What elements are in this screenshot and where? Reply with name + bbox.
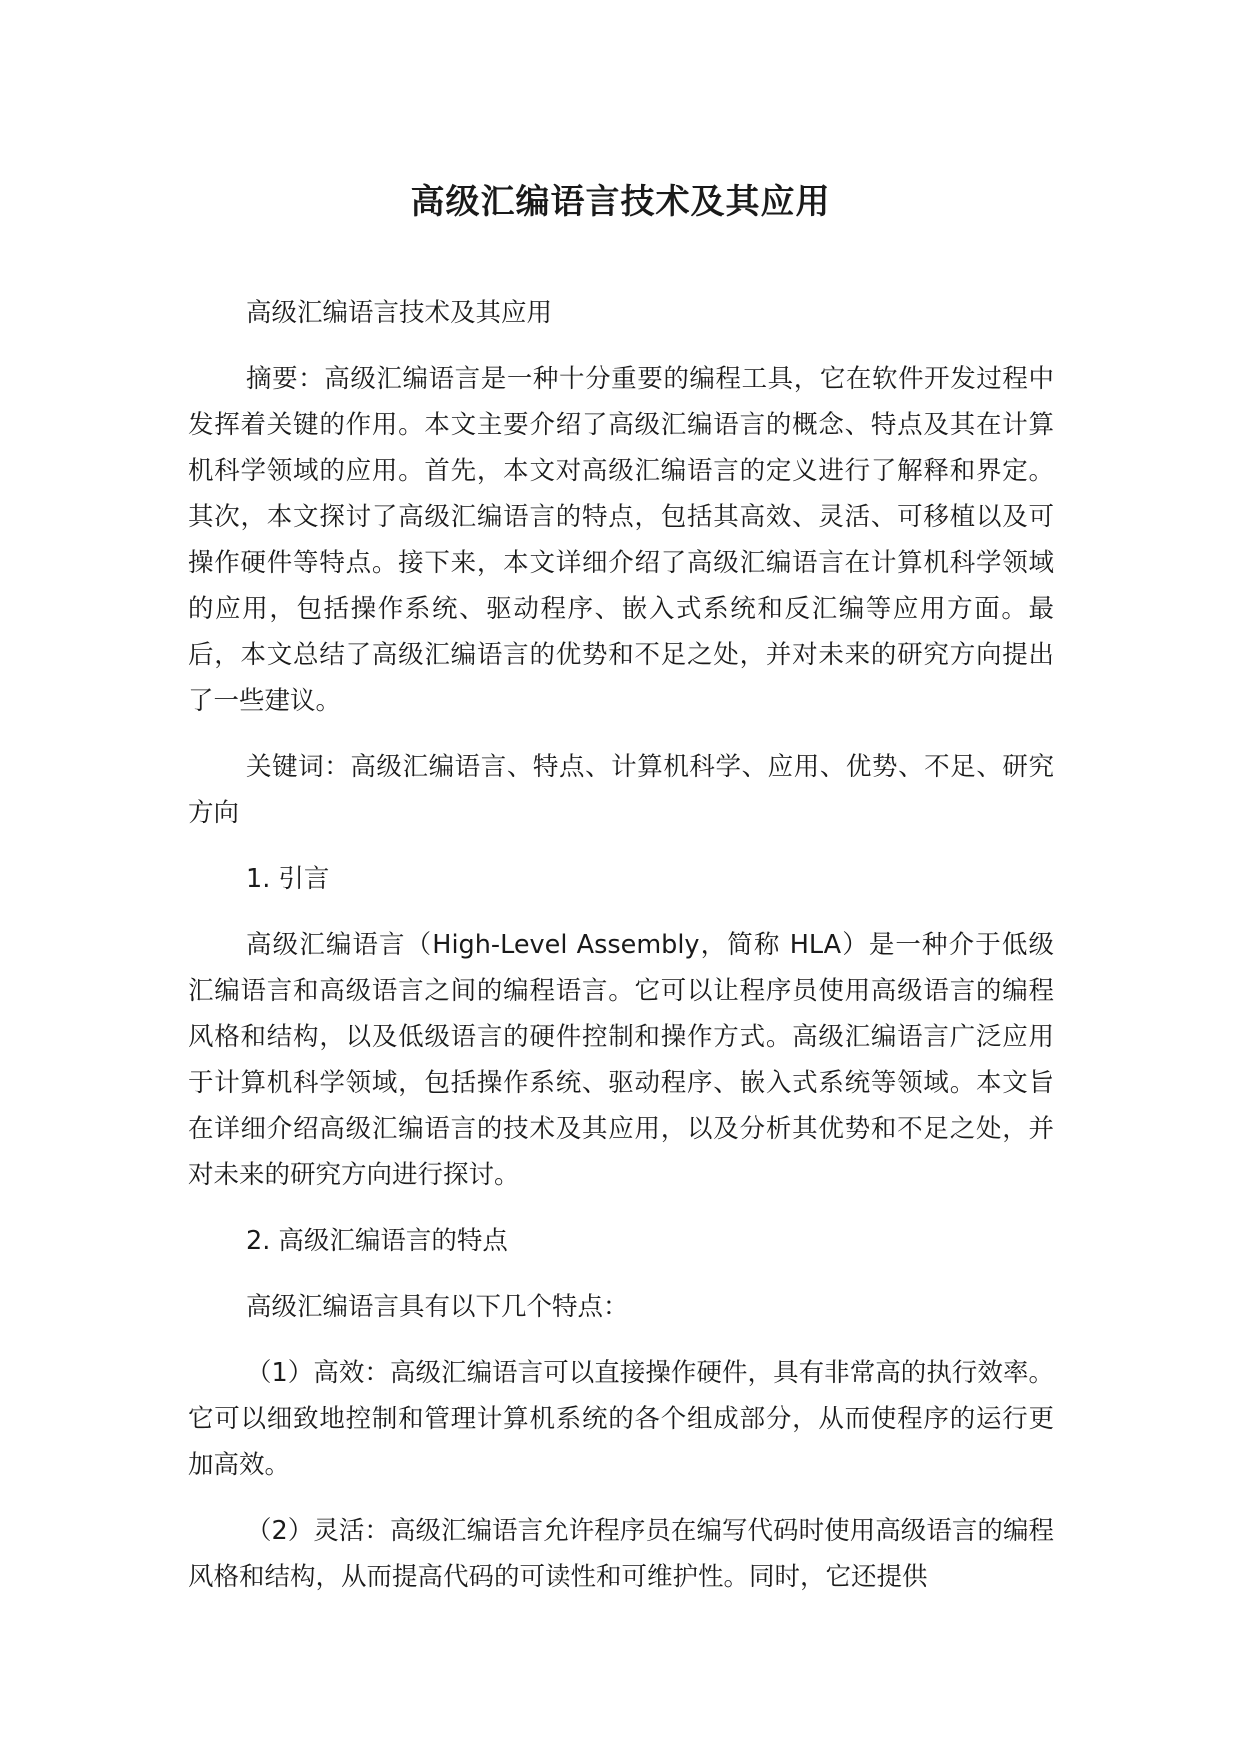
document-title: 高级汇编语言技术及其应用 <box>410 182 831 222</box>
section-heading-features: 2. 高级汇编语言的特点 <box>246 1226 508 1256</box>
section-heading-introduction: 1. 引言 <box>246 864 330 894</box>
paragraph-introduction: 高级汇编语言（High-Level Assembly，简称 HLA）是一种介于低级汇编语言和高级语言之间的编程语言。它可以让程序员使用高级语言的编程风格和结构，以及低级语言的硬件控制和操作方式。高级汇编语言广泛应用于计算机科学领域，包括操作系统、驱动程序、嵌入式系统等领域。本文旨在详细介绍高级汇编语言的技术及其应用，以及分析其优势和不足之处，并对未来的研究方向进行探讨。 <box>188 930 1054 1190</box>
document-body <box>188 290 1054 1620</box>
paragraph-features-intro: 高级汇编语言具有以下几个特点： <box>246 1292 629 1322</box>
paragraph-abstract: 摘要：高级汇编语言是一种十分重要的编程工具，它在软件开发过程中发挥着关键的作用。本文主要介绍了高级汇编语言的概念、特点及其在计算机科学领域的应用。首先，本文对高级汇编语言的定义进行了解释和界定。其次，本文探讨了高级汇编语言的特点，包括其高效、灵活、可移植以及可操作硬件等特点。接下来，本文详细介绍了高级汇编语言在计算机科学领域的应用，包括操作系统、驱动程序、嵌入式系统和反汇编等应用方面。最后，本文总结了高级汇编语言的优势和不足之处，并对未来的研究方向提出了一些建议。 <box>188 364 1054 716</box>
paragraph-feature-efficient: （1）高效：高级汇编语言可以直接操作硬件，具有非常高的执行效率。它可以细致地控制和管理计算机系统的各个组成部分，从而使程序的运行更加高效。 <box>188 1358 1054 1480</box>
paragraph-feature-flexible: （2）灵活：高级汇编语言允许程序员在编写代码时使用高级语言的编程风格和结构，从而提高代码的可读性和可维护性。同时，它还提供 <box>188 1516 1054 1592</box>
paragraph-keywords: 关键词：高级汇编语言、特点、计算机科学、应用、优势、不足、研究方向 <box>188 752 1054 828</box>
paragraph-subtitle: 高级汇编语言技术及其应用 <box>246 298 553 328</box>
